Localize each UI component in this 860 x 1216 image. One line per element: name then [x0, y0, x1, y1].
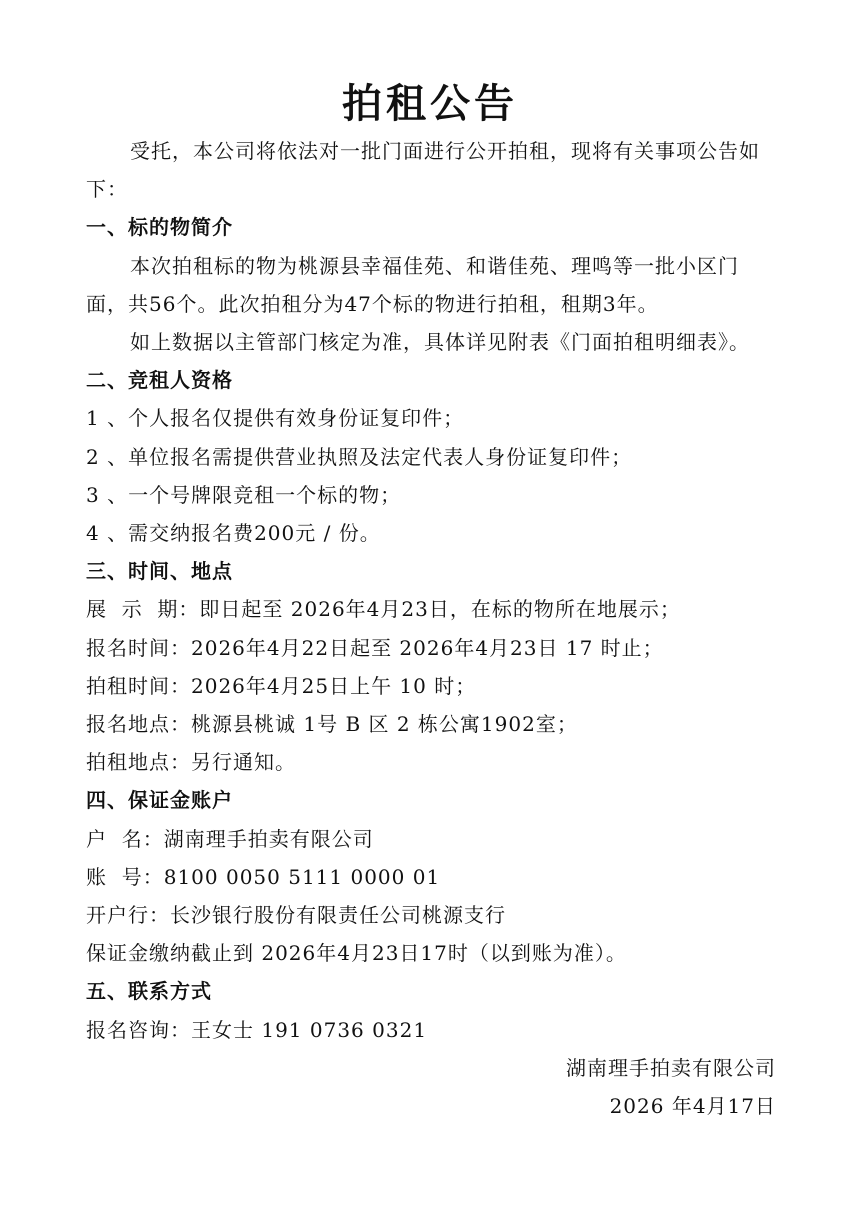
- qualification-item: 3 、一个号牌限竞租一个标的物；: [86, 482, 402, 507]
- time-place-item: 展 示 期：即日起至 2026年4月23日，在标的物所在地展示；: [86, 597, 681, 622]
- subject-paragraph: 本次拍租标的物为桃源县幸福佳苑、和谐佳苑、理鸣等一批小区门面，共56个。此次拍租分为47个标的物进行拍租，租期3年。: [86, 253, 739, 316]
- deposit-item: 账 号：8100 0050 5111 0000 01: [86, 864, 441, 889]
- deposit-item: 户 名：湖南理手拍卖有限公司: [86, 826, 374, 851]
- time-place-item: 拍租地点：另行通知。: [86, 750, 296, 775]
- section-heading-contact: 五、联系方式: [86, 979, 212, 1004]
- signature-date: 2026 年4月17日: [609, 1094, 776, 1119]
- deposit-item: 保证金缴纳截止到 2026年4月23日17时（以到账为准）。: [86, 941, 627, 966]
- qualification-item: 4 、需交纳报名费200元 / 份。: [86, 521, 381, 546]
- intro-paragraph: 受托，本公司将依法对一批门面进行公开拍租，现将有关事项公告如下：: [86, 139, 760, 202]
- contact-item: 报名咨询：王女士 191 0736 0321: [86, 1017, 428, 1042]
- section-heading-time-place: 三、时间、地点: [86, 559, 233, 584]
- announcement-body: [86, 132, 776, 1125]
- time-place-item: 报名时间：2026年4月22日起至 2026年4月23日 17 时止；: [86, 635, 664, 660]
- signature-company: 湖南理手拍卖有限公司: [566, 1055, 776, 1080]
- section-heading-subject: 一、标的物简介: [86, 215, 233, 240]
- subject-note-paragraph: 如上数据以主管部门核定为准，具体详见附表《门面拍租明细表》。: [130, 330, 750, 355]
- section-heading-qualification: 二、竞租人资格: [86, 368, 233, 393]
- qualification-item: 1 、个人报名仅提供有效身份证复印件；: [86, 406, 465, 431]
- section-heading-deposit-account: 四、保证金账户: [86, 788, 233, 813]
- time-place-item: 报名地点：桃源县桃诚 1号 B 区 2 栋公寓1902室；: [86, 712, 578, 737]
- time-place-item: 拍租时间：2026年4月25日上午 10 时；: [86, 673, 477, 698]
- page-title: 拍租公告: [342, 81, 518, 127]
- deposit-item: 开户行：长沙银行股份有限责任公司桃源支行: [86, 903, 506, 928]
- qualification-item: 2 、单位报名需提供营业执照及法定代表人身份证复印件；: [86, 444, 633, 469]
